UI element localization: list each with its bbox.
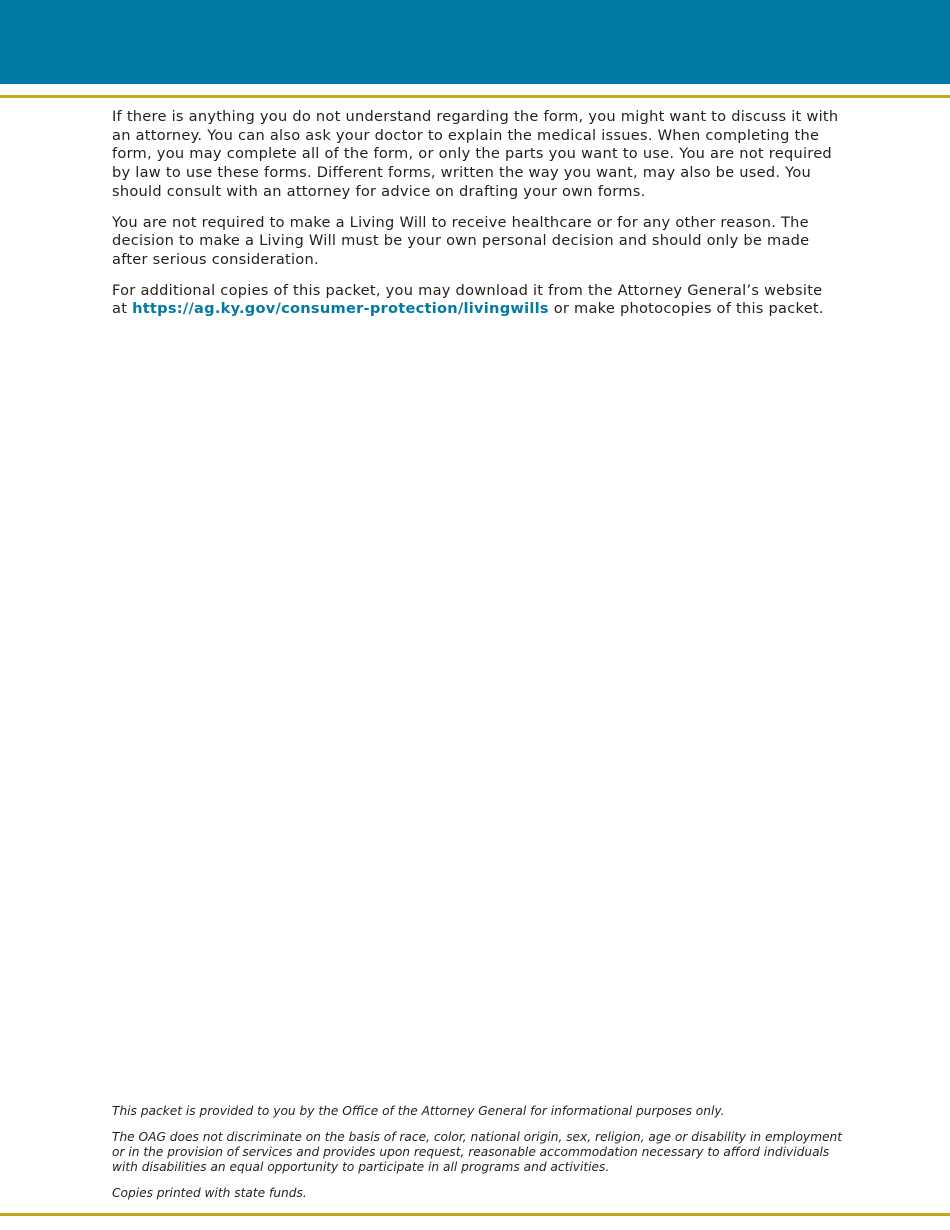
footer-funding: Copies printed with state funds. (112, 1186, 307, 1200)
living-wills-link[interactable]: https://ag.ky.gov/consumer-protection/livingwills (132, 300, 549, 318)
copies-text-after: or make photocopies of this packet. (548, 300, 824, 318)
bottom-gold-rule (0, 1213, 950, 1216)
paragraph-attorney-advice: If there is anything you do not understand regarding the form, you might want to discuss it with an attorney. You can also ask your doctor to explain the medical issues. When completing the form, you may complete all of the form, or only the parts you want to use. You are not required by law to use these forms. Different forms, written the way you want, may also be used. You should consult with an attorney for advice on drafting your own forms. (112, 108, 839, 200)
copies-text-before: For additional copies of this packet, you may download it from the Attorney General’s website at (112, 281, 823, 318)
footer-disclaimer: This packet is provided to you by the Office of the Attorney General for informational purposes only. (112, 1104, 725, 1118)
paragraph-additional-copies (112, 282, 842, 319)
body-content (112, 108, 842, 331)
footer-nondiscrimination: The OAG does not discriminate on the basis of race, color, national origin, sex, religion, age or disability in employment or in the provision of services and provides upon request, reasonable accommodation necessary to afford individuals with disabilities an equal opportunity to participate in all programs and activities. (112, 1130, 842, 1174)
top-gold-rule (0, 95, 950, 98)
footer-notes (112, 1104, 847, 1212)
header-band (0, 0, 950, 84)
paragraph-not-required: You are not required to make a Living Will to receive healthcare or for any other reason. The decision to make a Living Will must be your own personal decision and should only be made after serious consideration. (112, 213, 810, 268)
